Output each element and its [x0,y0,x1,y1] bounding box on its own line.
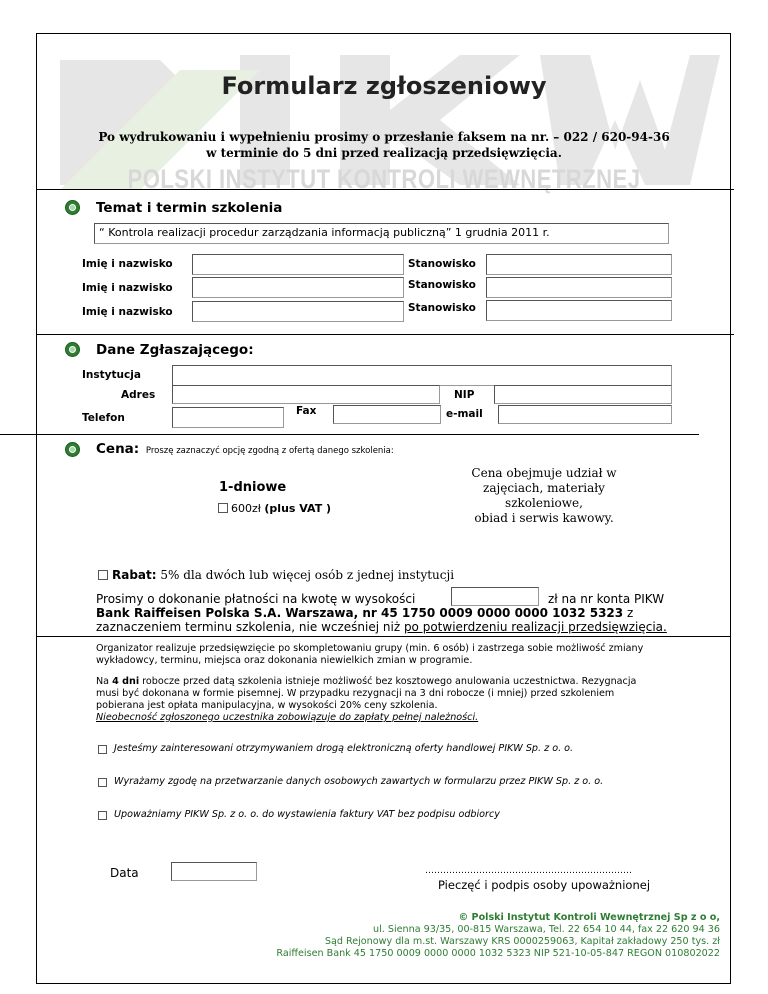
position-field-1[interactable] [486,254,672,275]
consent-text-3: Upoważniamy PIKW Sp. z o. o. do wystawienia faktury VAT bez podpisu odbiorcy [114,809,500,820]
subtitle [0,129,768,161]
section-price-heading [96,441,394,457]
consent-text-2: Wyrażamy zgodę na przetwarzanie danych osobowych zawartych w formularzu przez PIKW Sp. z o. o. [114,776,604,787]
institution-label: Instytucja [82,369,141,381]
footer [276,912,720,960]
subtitle-line-2: w terminie do 5 dni przed realizacją przedsięwzięcia. [206,146,562,160]
payment-line-3 [96,620,667,634]
payment-line-2-post: z [623,606,634,620]
amount-field[interactable] [451,587,539,606]
section-bullet-icon [65,200,80,215]
consent-checkbox-2[interactable] [98,778,107,787]
subtitle-line-1: Po wydrukowaniu i wypełnieniu prosimy o przesłanie faksem na nr. – 022 / 620-94-36 [98,130,670,144]
section-divider [36,334,734,335]
option-price: 600zł [231,502,261,515]
includes-line-4: obiad i serwis kawowy. [474,511,614,525]
cancel-line-3: pobierana jest opłata manipulacyjna, w wysokości 20% ceny szkolenia. [96,700,438,711]
name-label-3: Imię i nazwisko [82,306,173,318]
date-label: Data [110,866,139,880]
organizer-terms [96,643,643,667]
name-field-2[interactable] [192,277,404,298]
cancel-line-2: musi być dokonana w formie pisemnej. W przypadku rezygnacji na 3 dni robocze (i mniej) przed szkoleniem [96,688,615,699]
payment-line-3-underlined: po potwierdzeniu realizacji przedsięwzięcia. [403,620,667,634]
footer-company: © Polski Instytut Kontroli Wewnętrznej Sp z o o, [458,912,720,923]
position-label-1: Stanowisko [408,258,476,270]
consent-text-1: Jesteśmy zainteresowani otrzymywaniem drogą elektroniczną oferty handlowej PIKW Sp. z o. o. [114,743,574,754]
section-divider [0,434,699,435]
nip-label: NIP [454,389,475,401]
consent-checkbox-1[interactable] [98,745,107,754]
name-label-2: Imię i nazwisko [82,282,173,294]
payment-line-1 [96,592,415,606]
phone-label: Telefon [82,412,125,424]
payment-line-2 [96,606,633,620]
footer-bank: Raiffeisen Bank 45 1750 0009 0000 0000 1032 5323 NIP 521-10-05-847 REGON 010802022 [276,948,720,959]
footer-krs: Sąd Rejonowy dla m.st. Warszawy KRS 0000259063, Kapitał zakładowy 250 tys. zł [324,936,720,947]
discount-checkbox[interactable] [98,570,108,580]
email-field[interactable] [498,405,672,424]
topic-field[interactable]: “ Kontrola realizacji procedur zarządzania informacją publiczną” 1 grudnia 2011 r. [94,223,669,244]
cancel-line-1 [96,676,636,688]
page-title: Formularz zgłoszeniowy [221,72,547,100]
watermark-text: POLSKI INSTYTUT KONTROLI WEWNĘTRZNEJ [127,164,641,194]
option-600-label [231,502,331,515]
institution-field[interactable] [172,365,672,386]
cancellation-terms [96,676,636,724]
position-field-2[interactable] [486,277,672,298]
discount-text: 5% dla dwóch lub więcej osób z jednej instytucji [160,568,455,582]
cancel-days: 4 dni [112,676,140,687]
option-vat: (plus VAT ) [264,502,332,515]
footer-address: ul. Sienna 93/35, 00-815 Warszawa, Tel. 22 654 10 44, fax 22 620 94 36 [373,924,720,935]
consent-checkbox-3[interactable] [98,811,107,820]
section-bullet-icon [65,442,80,457]
fax-label: Fax [296,405,317,417]
cancel-pre: Na [96,676,113,687]
address-label: Adres [121,389,156,401]
bank-account: Bank Raiffeisen Polska S.A. Warszawa, nr 45 1750 0009 0000 0000 1032 5323 [96,606,624,620]
date-field[interactable] [171,862,257,881]
option-title: 1-dniowe [219,480,287,495]
name-field-3[interactable] [192,301,404,322]
position-field-3[interactable] [486,300,672,321]
organizer-line-2: wykładowcy, terminu, miejsca oraz dokonania niewielkich zmian w programie. [96,655,473,666]
includes-line-1: Cena obejmuje udział w [471,466,617,480]
organizer-line-1: Organizator realizuje przedsięwzięcie po skompletowaniu grupy (min. 6 osób) i zastrzega sobie możliwość zmiany [96,643,644,654]
price-heading-label: Cena: [96,441,140,457]
signature-label: Pieczęć i podpis osoby upoważnionej [438,878,651,892]
price-note: Proszę zaznaczyć opcję zgodną z ofertą danego szkolenia: [145,446,394,456]
header-divider [36,189,734,190]
nip-field[interactable] [494,385,672,404]
email-label: e-mail [446,408,483,420]
discount-label: Rabat: [112,568,157,582]
section-divider [36,636,731,637]
option-600-checkbox[interactable] [218,503,228,513]
section-applicant-heading: Dane Zgłaszającego: [96,342,254,358]
position-label-3: Stanowisko [408,302,476,314]
name-label-1: Imię i nazwisko [82,258,173,270]
cancel-line-4: Nieobecność zgłoszonego uczestnika zobowiązuje do zapłaty pełnej należności. [96,712,479,723]
name-field-1[interactable] [192,254,404,275]
phone-field[interactable] [172,407,284,428]
discount-row [112,568,454,582]
position-label-2: Stanowisko [408,279,476,291]
payment-post: zł na nr konta PIKW [548,592,665,606]
includes-line-2: zajęciach, materiały [483,481,605,495]
fax-field[interactable] [333,405,441,424]
includes-line-3: szkoleniowe, [505,496,583,510]
cancel-line-1-post: robocze przed datą szkolenia istnieje możliwość bez kosztowego anulowania uczestnictwa. Rezygnacja [139,676,637,687]
signature-dots: …………………………………………………………… [425,866,632,876]
address-field[interactable] [172,385,440,404]
section-bullet-icon [65,342,80,357]
payment-line-3-pre: zaznaczeniem terminu szkolenia, nie wcześniej niż [96,620,404,634]
section-topic-heading: Temat i termin szkolenia [96,200,283,216]
payment-pre: Prosimy o dokonanie płatności na kwotę w wysokości [96,592,416,606]
price-includes [462,466,626,526]
